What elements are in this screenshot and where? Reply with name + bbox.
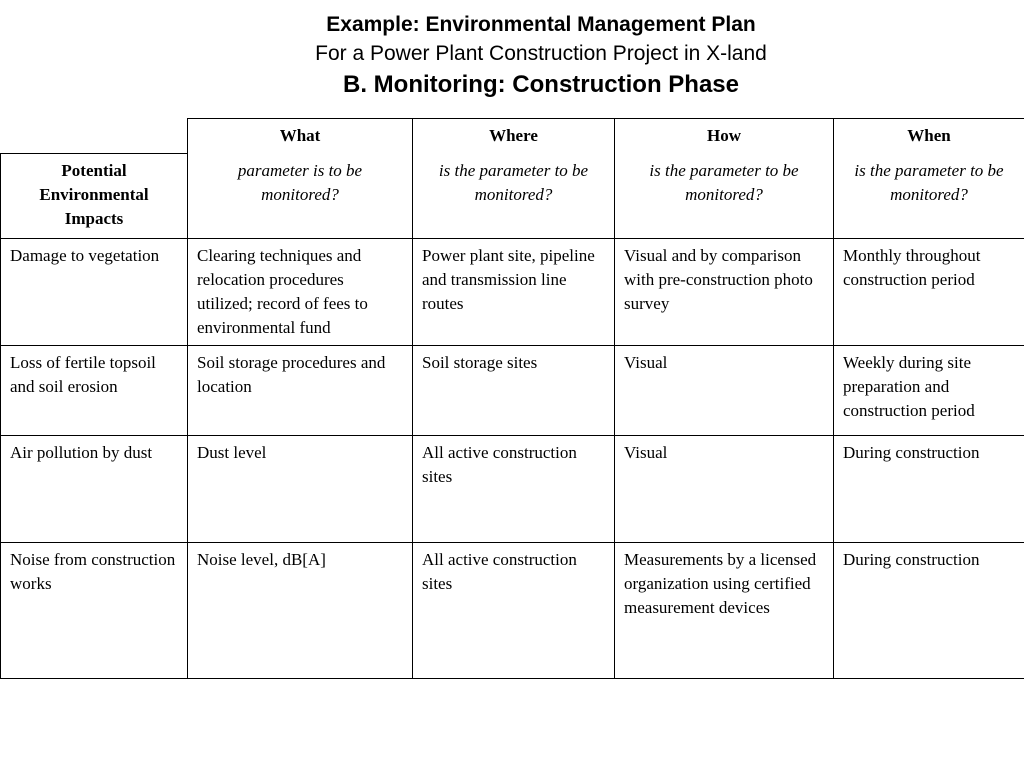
how-cell: Visual bbox=[615, 346, 834, 436]
table-row bbox=[1, 436, 1024, 543]
monitoring-table bbox=[0, 118, 1024, 679]
impact-cell: Noise from construction works bbox=[1, 543, 188, 679]
when-cell: During construction bbox=[834, 543, 1024, 679]
column-header-where: Where bbox=[413, 119, 615, 154]
when-cell: Weekly during site preparation and construction period bbox=[834, 346, 1024, 436]
column-question-when: is the parameter to be monitored? bbox=[834, 154, 1024, 239]
what-cell: Clearing techniques and relocation procedures utilized; record of fees to environmental fund bbox=[188, 239, 413, 346]
column-header-what: What bbox=[188, 119, 413, 154]
when-cell: Monthly throughout construction period bbox=[834, 239, 1024, 346]
where-cell: Soil storage sites bbox=[413, 346, 615, 436]
how-cell: Visual bbox=[615, 436, 834, 543]
title-block bbox=[0, 10, 1024, 102]
table-row bbox=[1, 543, 1024, 679]
table-row bbox=[1, 239, 1024, 346]
how-cell: Measurements by a licensed organization using certified measurement devices bbox=[615, 543, 834, 679]
header-row-sub bbox=[1, 154, 1024, 239]
column-question-where: is the parameter to be monitored? bbox=[413, 154, 615, 239]
where-cell: All active construction sites bbox=[413, 436, 615, 543]
where-cell: Power plant site, pipeline and transmission line routes bbox=[413, 239, 615, 346]
where-cell: All active construction sites bbox=[413, 543, 615, 679]
header-row-top bbox=[1, 119, 1024, 154]
what-cell: Soil storage procedures and location bbox=[188, 346, 413, 436]
page-subtitle: For a Power Plant Construction Project in X-land bbox=[315, 42, 767, 65]
column-question-what: parameter is to be monitored? bbox=[188, 154, 413, 239]
table-row bbox=[1, 346, 1024, 436]
impact-column-header: Potential Environmental Impacts bbox=[1, 154, 188, 239]
page-title: Example: Environmental Management Plan bbox=[326, 13, 756, 36]
how-cell: Visual and by comparison with pre-construction photo survey bbox=[615, 239, 834, 346]
what-cell: Dust level bbox=[188, 436, 413, 543]
impact-cell: Air pollution by dust bbox=[1, 436, 188, 543]
what-cell: Noise level, dB[A] bbox=[188, 543, 413, 679]
impact-cell: Damage to vegetation bbox=[1, 239, 188, 346]
column-question-how: is the parameter to be monitored? bbox=[615, 154, 834, 239]
when-cell: During construction bbox=[834, 436, 1024, 543]
impact-cell: Loss of fertile topsoil and soil erosion bbox=[1, 346, 188, 436]
column-header-when: When bbox=[834, 119, 1024, 154]
section-title: B. Monitoring: Construction Phase bbox=[343, 71, 739, 98]
blank-corner bbox=[1, 119, 188, 154]
column-header-how: How bbox=[615, 119, 834, 154]
